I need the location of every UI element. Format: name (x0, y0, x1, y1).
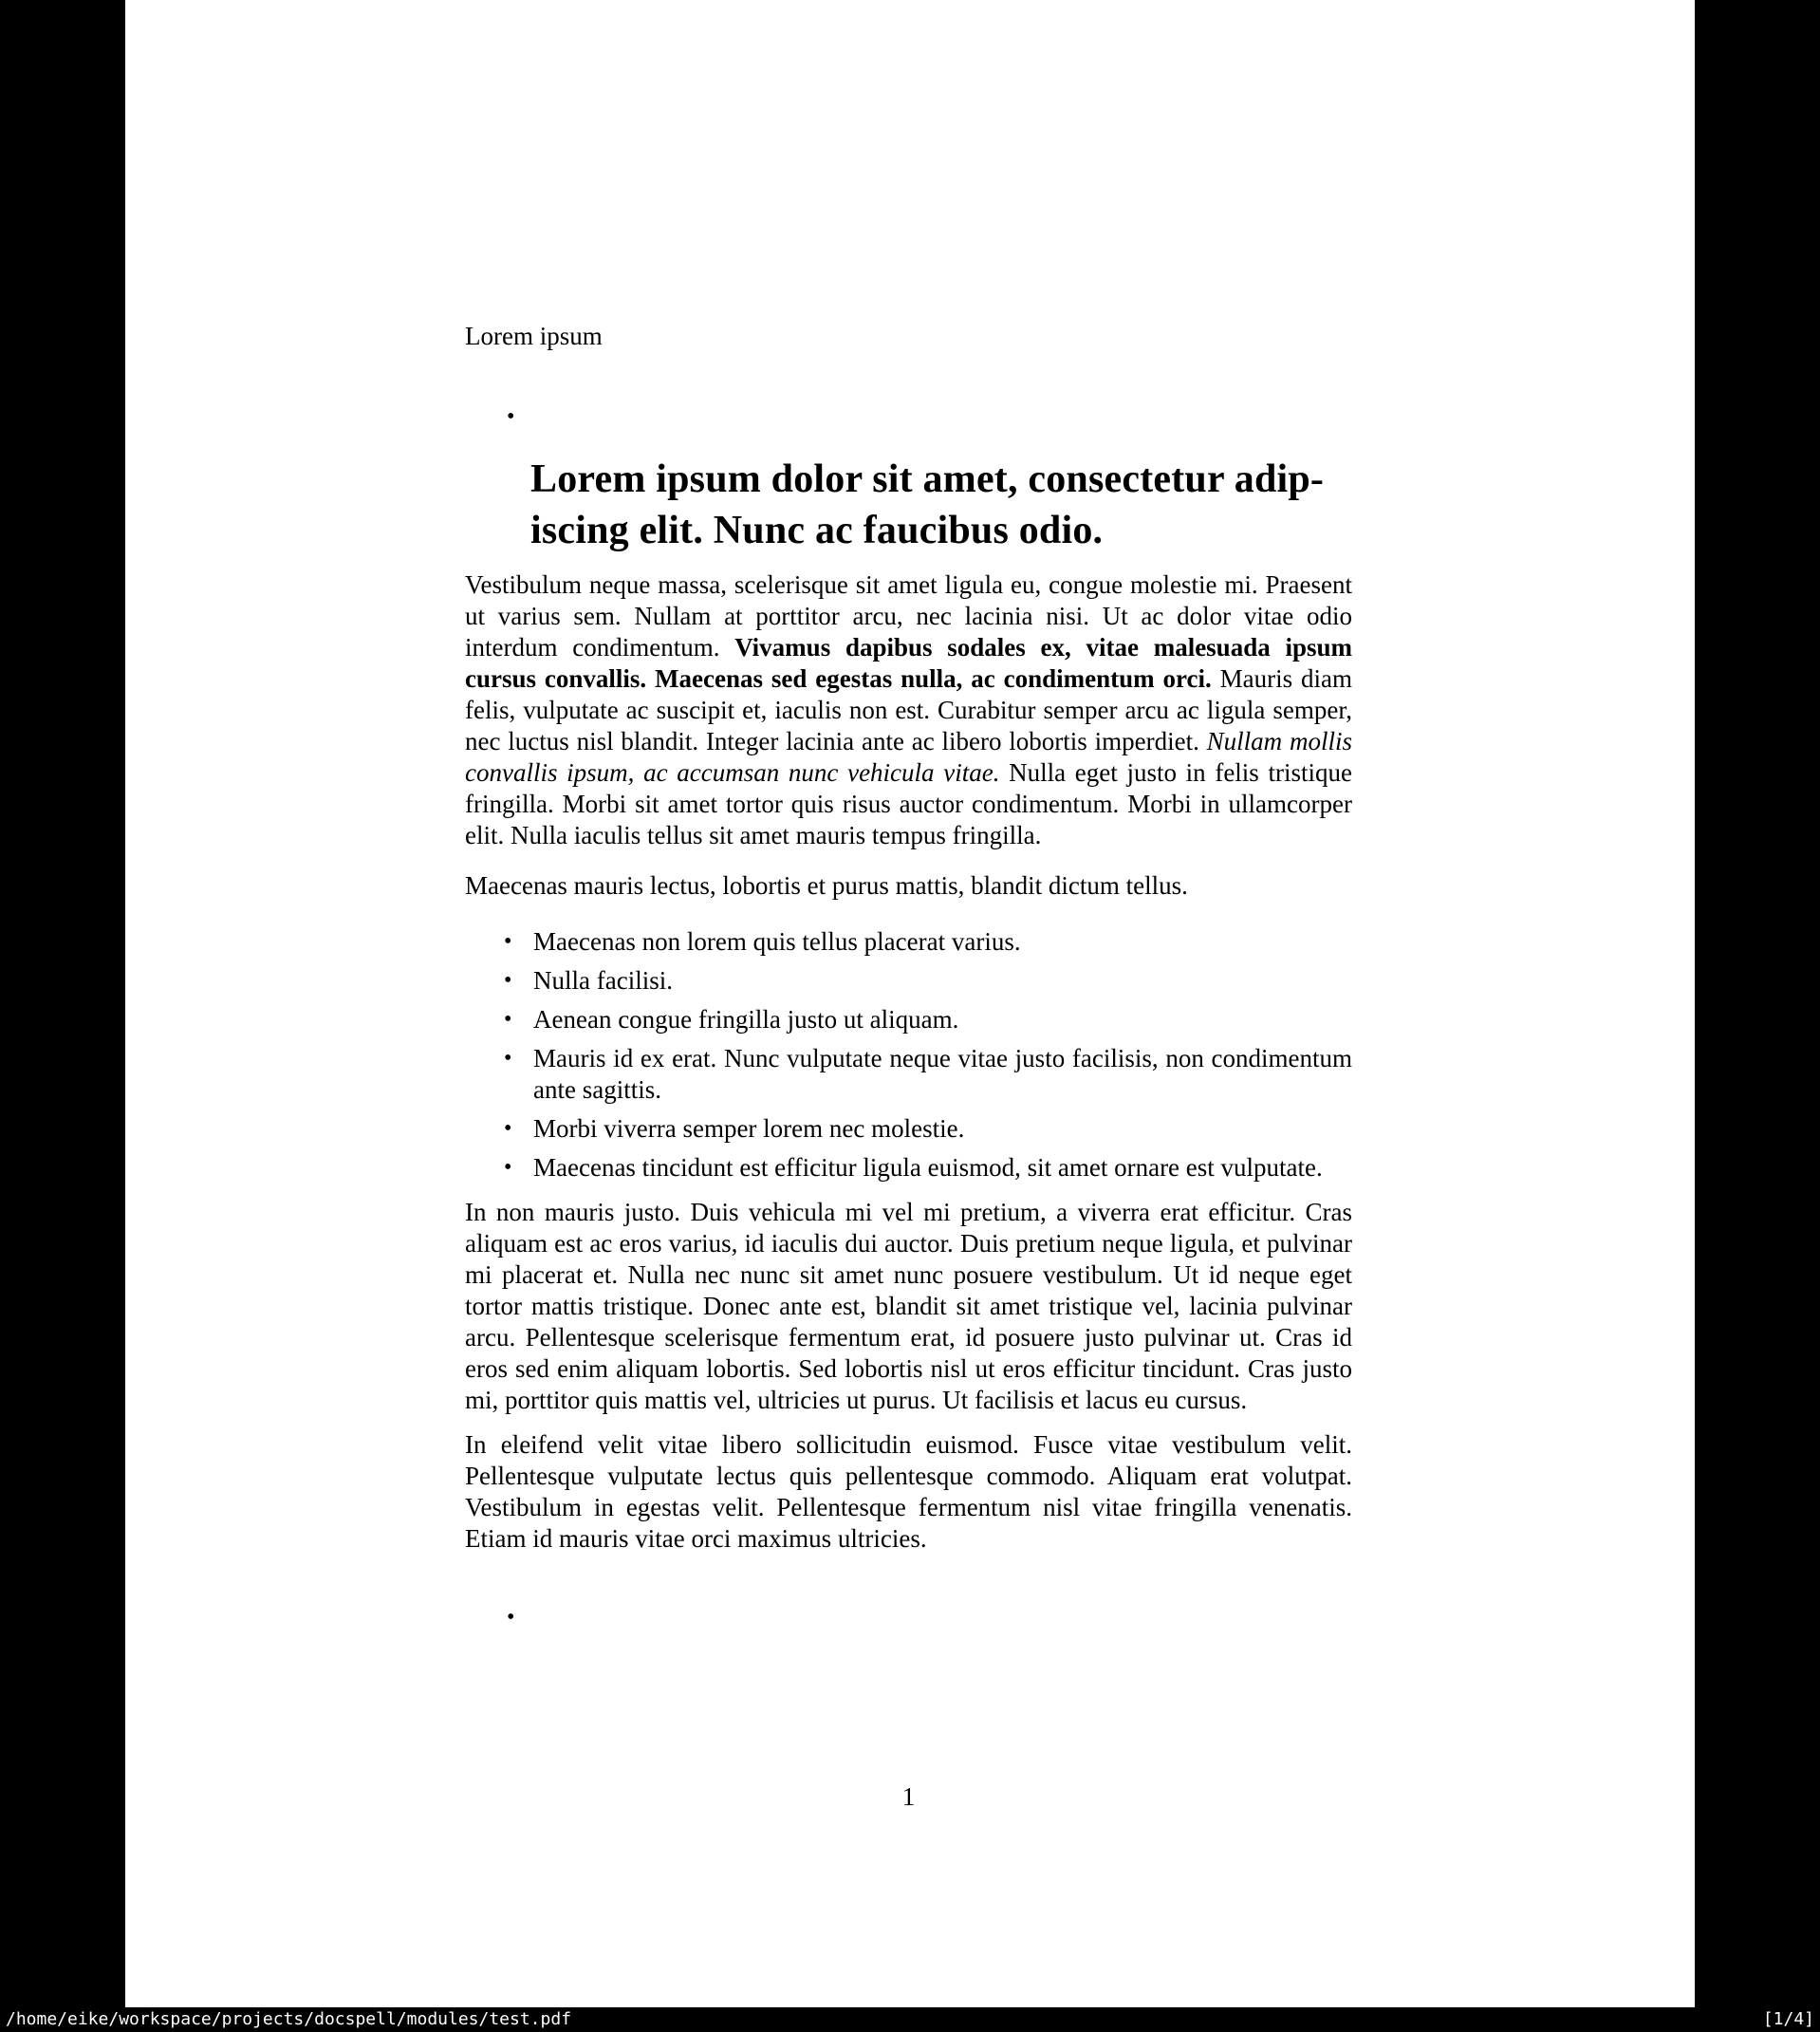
intro-text: Lorem ipsum (465, 322, 603, 350)
bullet-icon: • (504, 1046, 512, 1071)
list-item-text: Nulla facilisi. (533, 966, 673, 995)
list-item-text: Morbi viverra semper lorem nec molestie. (533, 1114, 965, 1143)
page-content (465, 0, 1352, 1811)
heading-line-1: Lorem ipsum dolor sit amet, consectetur adip- (530, 457, 1325, 501)
status-page-indicator: [1/4] (1762, 2009, 1814, 2029)
bullet-icon: • (504, 1007, 512, 1032)
empty-list-item (465, 400, 1352, 433)
list-item (465, 1152, 1352, 1184)
paragraph-text: Nulla eget justo in felis tristique fringilla. Morbi sit amet tortor quis risus auctor condimentum. Morbi in ullamcorper elit. Nulla iaculis tellus sit amet mauris tempus fringilla. (465, 758, 1352, 849)
list-item (465, 965, 1352, 997)
pdf-page (125, 0, 1695, 2007)
bullet-icon: • (504, 1155, 512, 1180)
paragraph-2: Maecenas mauris lectus, lobortis et purus mattis, blandit dictum tellus. (465, 871, 1188, 900)
paragraph-bold-text: Vivamus dapibus sodales ex, vitae malesuada ipsum cursus convallis. Maecenas sed egestas nulla, ac condimentum orci. (465, 633, 1352, 693)
section-heading (530, 454, 1352, 556)
paragraph-text: Mauris diam felis, vulputate ac suscipit et, iaculis non est. Curabitur semper arcu ac ligula semper, nec luctus nisl blandit. Integer lacinia ante ac libero lobortis imperdiet. (465, 664, 1352, 755)
list-item-text: Mauris id ex erat. Nunc vulputate neque vitae justo facilisis, non condimentum ante sagittis. (533, 1044, 1352, 1104)
list-item-text: Maecenas non lorem quis tellus placerat varius. (533, 927, 1021, 956)
bullet-icon: • (507, 404, 515, 429)
bullet-icon: • (507, 1605, 515, 1630)
paragraph-3: In non mauris justo. Duis vehicula mi vel mi pretium, a viverra erat efficitur. Cras aliquam est ac eros varius, id iaculis dui auctor. Duis pretium neque ligula, et pulvinar mi placerat et. Nulla nec nunc sit amet nunc posuere vestibulum. Ut id neque eget tortor mattis tristique. Donec ante est, blandit sit amet tristique vel, lacinia pulvinar arcu. Pellentesque scelerisque fermentum erat, id posuere justo pulvinar ut. Cras id eros sed enim aliquam lobortis. Sed lobortis nisl ut eros efficitur tincidunt. Cras justo mi, porttitor quis mattis vel, ultricies ut purus. Ut facilisis et lacus eu cursus. (465, 1198, 1352, 1414)
list-item-text: Maecenas tincidunt est efficitur ligula euismod, sit amet ornare est vulputate. (533, 1153, 1323, 1182)
list-item (465, 1043, 1352, 1106)
list-item (465, 1004, 1352, 1035)
empty-list-item (465, 1600, 1352, 1633)
paragraph-1 (465, 569, 1352, 851)
heading-line-2: iscing elit. Nunc ac faucibus odio. (530, 509, 1104, 552)
status-bar (0, 2007, 1820, 2032)
paragraph-italic-text: Nullam mollis convallis ipsum, ac accumsan nunc vehicula vitae. (465, 727, 1352, 787)
paragraph-4: In eleifend velit vitae libero sollicitudin euismod. Fusce vitae vestibulum velit. Pellentesque vulputate lectus quis pellentesque commodo. Aliquam erat volutpat. Vestibulum in egestas velit. Pellentesque fermentum nisl vitae fringilla venenatis. Etiam id mauris vitae orci maximus ultricies. (465, 1430, 1352, 1553)
status-file-path: /home/eike/workspace/projects/docspell/modules/test.pdf (6, 2009, 572, 2029)
list-item (465, 1113, 1352, 1145)
bullet-icon: • (504, 968, 512, 993)
bullet-icon: • (504, 1116, 512, 1141)
page-number: 1 (901, 1782, 916, 1811)
list-item (465, 926, 1352, 958)
paragraph-text: Vestibulum neque massa, scelerisque sit amet ligula eu, congue molestie mi. Praesent ut varius sem. Nullam at porttitor arcu, nec lacinia nisi. Ut ac dolor vitae odio interdum condimentum. (465, 570, 1352, 662)
bullet-list (465, 926, 1352, 1184)
bullet-icon: • (504, 929, 512, 954)
list-item-text: Aenean congue fringilla justo ut aliquam. (533, 1005, 959, 1034)
